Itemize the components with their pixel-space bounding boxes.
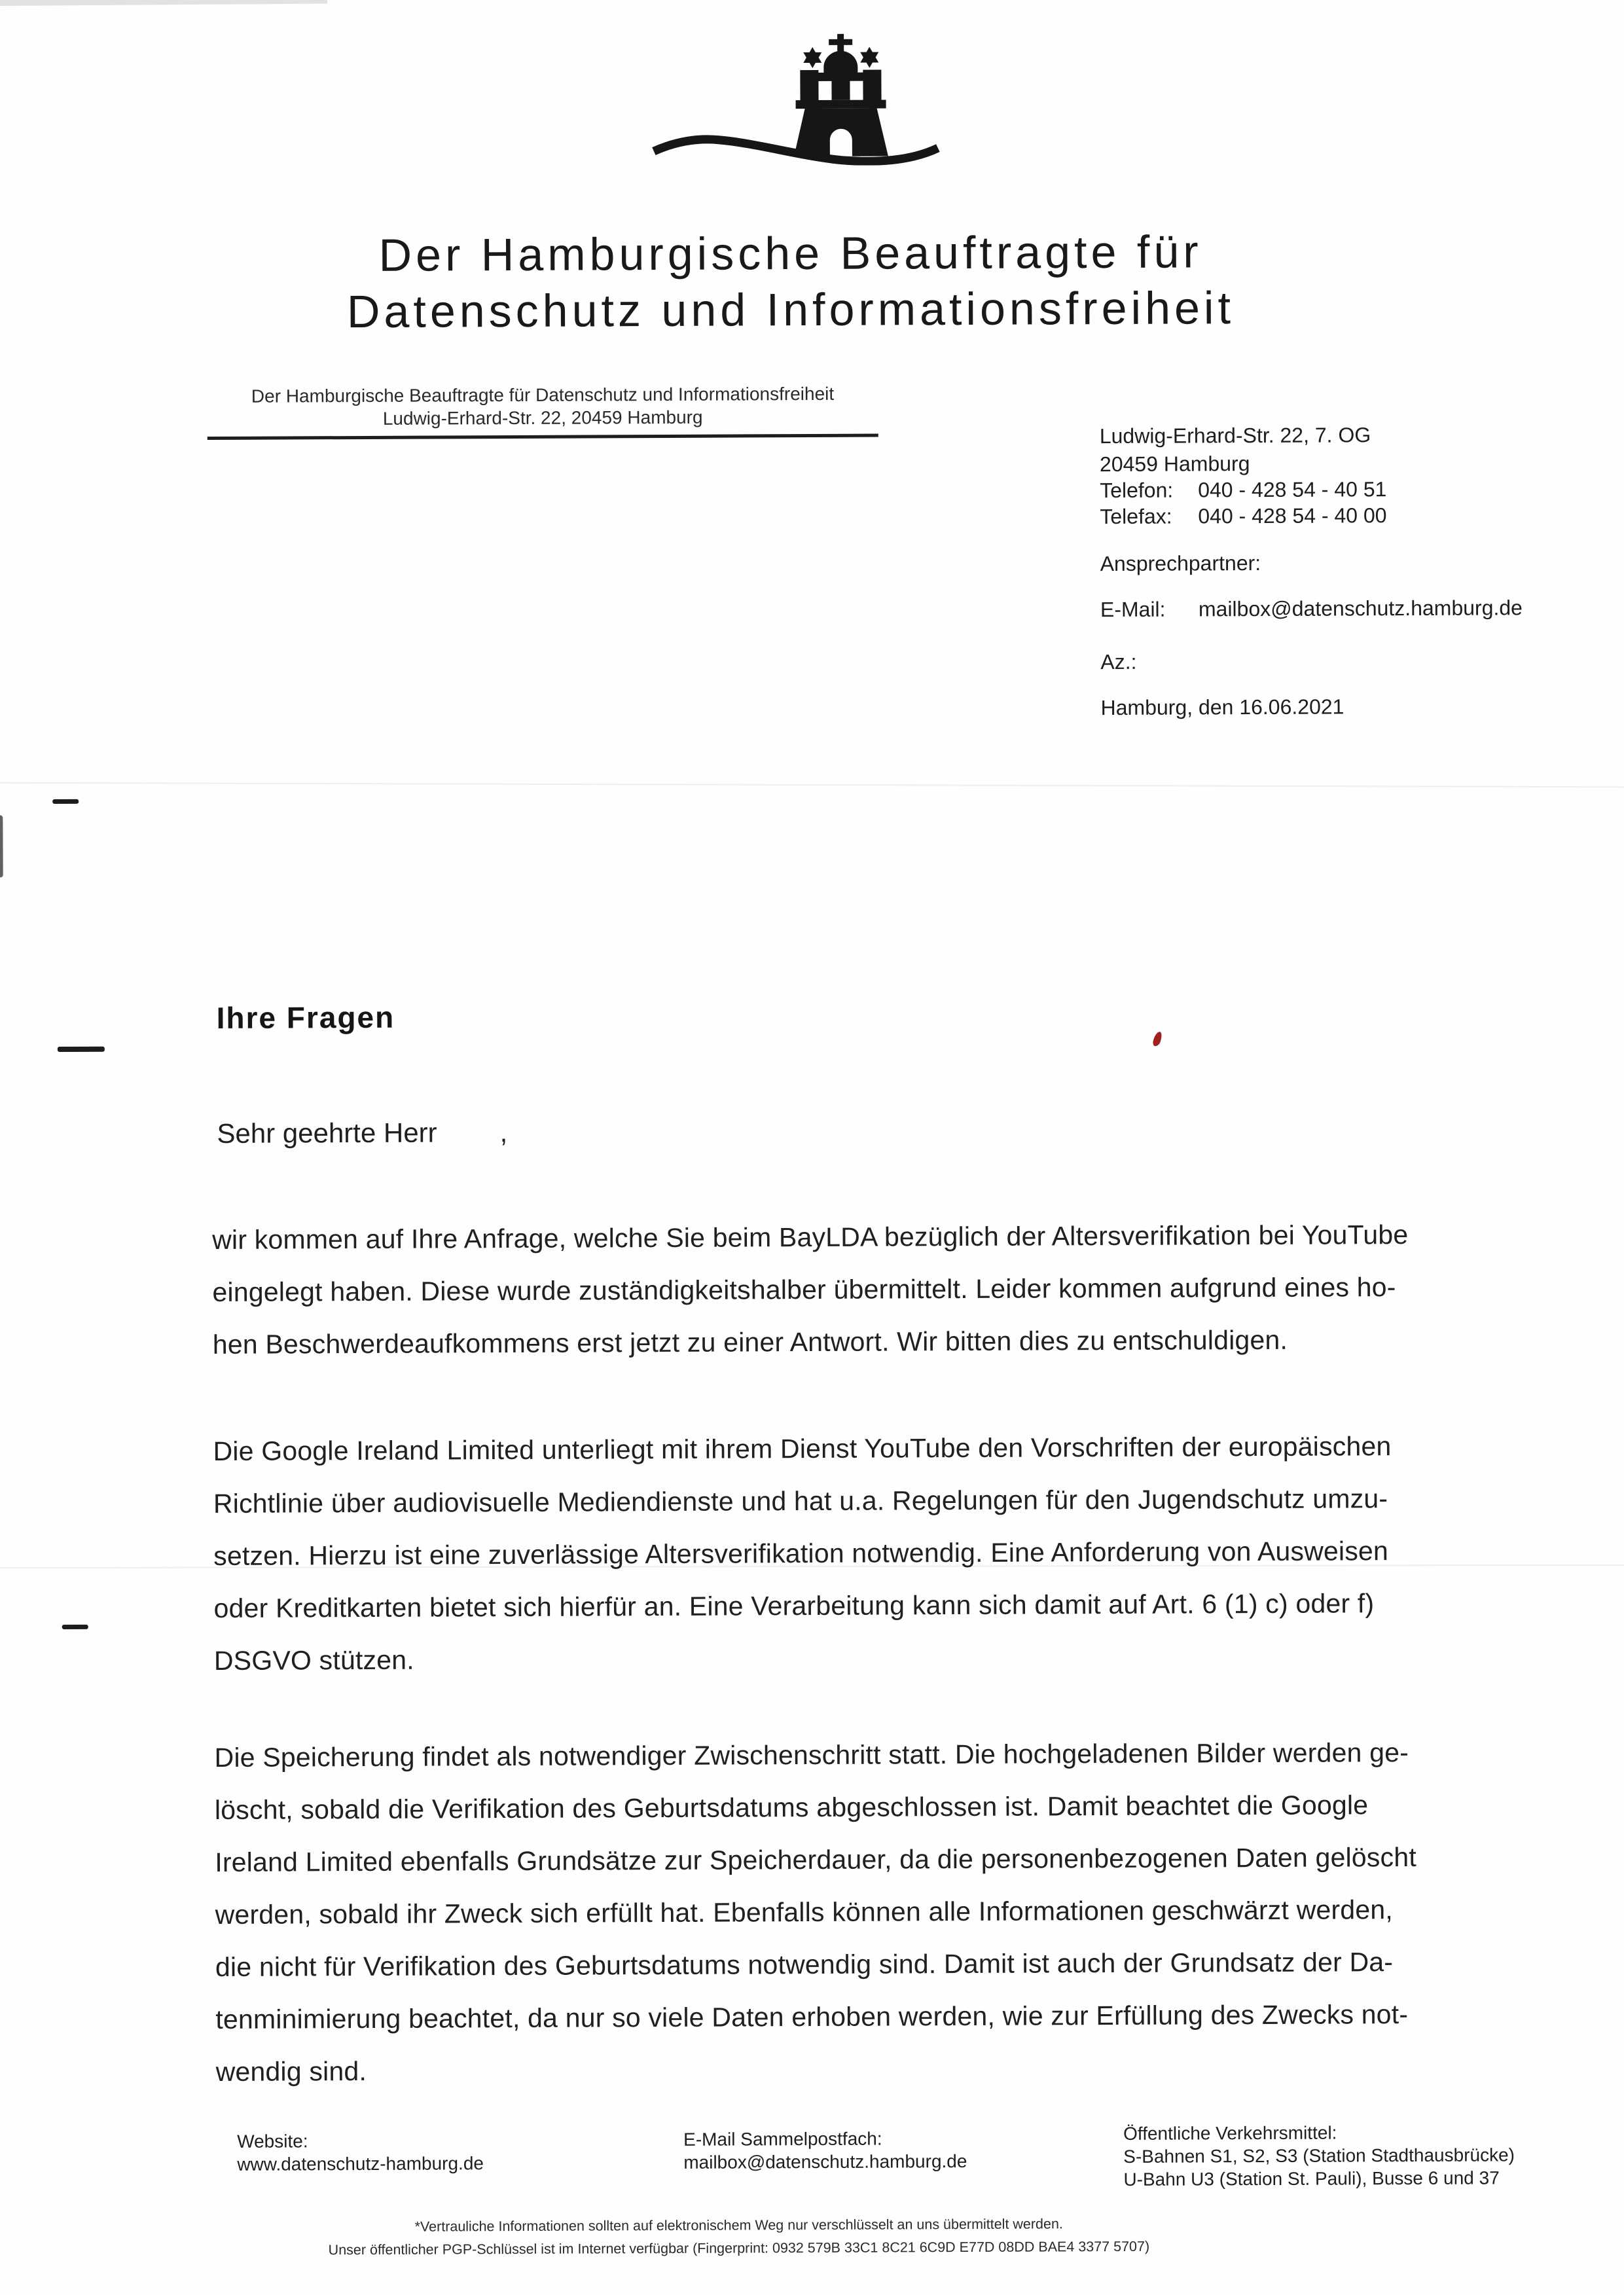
office-address-line1: Ludwig-Erhard-Str. 22, 7. OG xyxy=(1099,423,1371,448)
fax-row xyxy=(1100,503,1386,529)
footer-transit-label: Öffentliche Verkehrsmittel: xyxy=(1123,2122,1337,2144)
confidentiality-note-line2: Unser öffentlicher PGP-Schlüssel ist im Internet verfügbar (Fingerprint: 0932 579B 33C1 8C21 6C9D E77D 08DD BAE4 3377 5707) xyxy=(328,2238,1150,2258)
letterhead-title-line1: Der Hamburgische Beauftragte für xyxy=(378,226,1202,281)
subject-line: Ihre Fragen xyxy=(216,1000,395,1035)
fax-label: Telefax: xyxy=(1100,504,1172,529)
salutation-line xyxy=(217,1117,507,1149)
letterhead-title-line2: Datenschutz und Informationsfreiheit xyxy=(346,282,1235,338)
email-label: E-Mail: xyxy=(1100,597,1166,622)
footer-transit-line2: U-Bahn U3 (Station St. Pauli), Busse 6 und 37 xyxy=(1123,2167,1500,2190)
return-address-line2: Ludwig-Erhard-Str. 22, 20459 Hamburg xyxy=(382,407,703,429)
hamburg-castle-emblem-logo xyxy=(644,31,952,166)
office-address-line2: 20459 Hamburg xyxy=(1099,452,1250,477)
phone-label: Telefon: xyxy=(1100,478,1174,503)
body-paragraph-2: Die Google Ireland Limited unterliegt mit ihrem Dienst YouTube den Vorschriften der europäischen Richtlinie über audiovisuelle Mediendienste und hat u.a. Regelungen für den Jugendschutz umzu- setzen. Hierzu ist eine zuverlässige Altersverifikation notwendig. Eine Anforderung von Ausweisen oder Kreditkarten bietet sich hierfür an. Eine Verarbeitung kann sich damit auf Art. 6 (1) c) oder f) DSGVO stützen. xyxy=(213,1431,1392,1676)
email-row xyxy=(1100,596,1523,622)
body-paragraph-3: Die Speicherung findet als notwendiger Zwischenschritt statt. Die hochgeladenen Bilder werden ge- löscht, sobald die Verifikation des Geburtsdatums abgeschlossen ist. Damit beachtet die Google Ireland Limited ebenfalls Grundsätze zur Speicherdauer, da die personenbezogenen Daten gelöscht werden, sobald ihr Zweck sich erfüllt hat. Ebenfalls können alle Informationen geschwärzt werden, die nicht für Verifikation des Geburtsdatums notwendig sind. Damit ist auch der Grundsatz der Da- tenminimierung beachtet, da nur so viele Daten erhoben werden, wie zur Erfüllung des Zwecks not- wendig sind. xyxy=(214,1737,1416,2087)
place-date-line: Hamburg, den 16.06.2021 xyxy=(1100,695,1344,720)
phone-value: 040 - 428 54 - 40 51 xyxy=(1198,477,1387,502)
file-reference-label: Az.: xyxy=(1100,649,1137,674)
letterhead-title xyxy=(0,222,1584,342)
footer-mailbox-column xyxy=(683,2127,967,2174)
footer-transit-column xyxy=(1123,2120,1515,2191)
footer-mailbox-label: E-Mail Sammelpostfach: xyxy=(683,2128,882,2150)
confidentiality-note-line1: *Vertrauliche Informationen sollten auf elektronischem Weg nur verschlüsselt an uns übermittelt werden. xyxy=(414,2216,1063,2235)
red-ink-speck xyxy=(1152,1031,1163,1047)
fold-mark-top xyxy=(52,799,79,804)
contact-info-block xyxy=(1099,422,1617,720)
fold-mark-bottom xyxy=(62,1625,88,1629)
footer-mailbox-value: mailbox@datenschutz.hamburg.de xyxy=(683,2150,967,2173)
footer-website-value: www.datenschutz-hamburg.de xyxy=(237,2153,484,2175)
salutation-text: Sehr geehrte Herr xyxy=(217,1117,437,1149)
footer-website-label: Website: xyxy=(237,2131,308,2152)
phone-row xyxy=(1100,477,1386,503)
body-paragraph-1: wir kommen auf Ihre Anfrage, welche Sie beim BayLDA bezüglich der Altersverifikation bei YouTube eingelegt haben. Diese wurde zuständigkeitshalber übermittelt. Leider kommen aufgrund eines ho- hen Beschwerdeaufkommens erst jetzt zu einer Antwort. Wir bitten dies zu entschuldigen. xyxy=(212,1220,1409,1360)
salutation-comma: , xyxy=(499,1117,508,1148)
return-address-block xyxy=(207,382,878,440)
confidentiality-note xyxy=(215,2212,1263,2262)
footer-website-column xyxy=(237,2129,484,2176)
return-address-line1: Der Hamburgische Beauftragte für Datenschutz und Informationsfreiheit xyxy=(251,383,835,407)
punch-hole-mark-middle xyxy=(58,1047,105,1052)
email-value: mailbox@datenschutz.hamburg.de xyxy=(1198,596,1523,621)
footer-transit-line1: S-Bahnen S1, S2, S3 (Station Stadthausbrücke) xyxy=(1123,2144,1515,2167)
contact-person-label: Ansprechpartner: xyxy=(1100,551,1261,576)
fax-value: 040 - 428 54 - 40 00 xyxy=(1198,503,1387,528)
scan-edge-artifact xyxy=(0,815,3,877)
